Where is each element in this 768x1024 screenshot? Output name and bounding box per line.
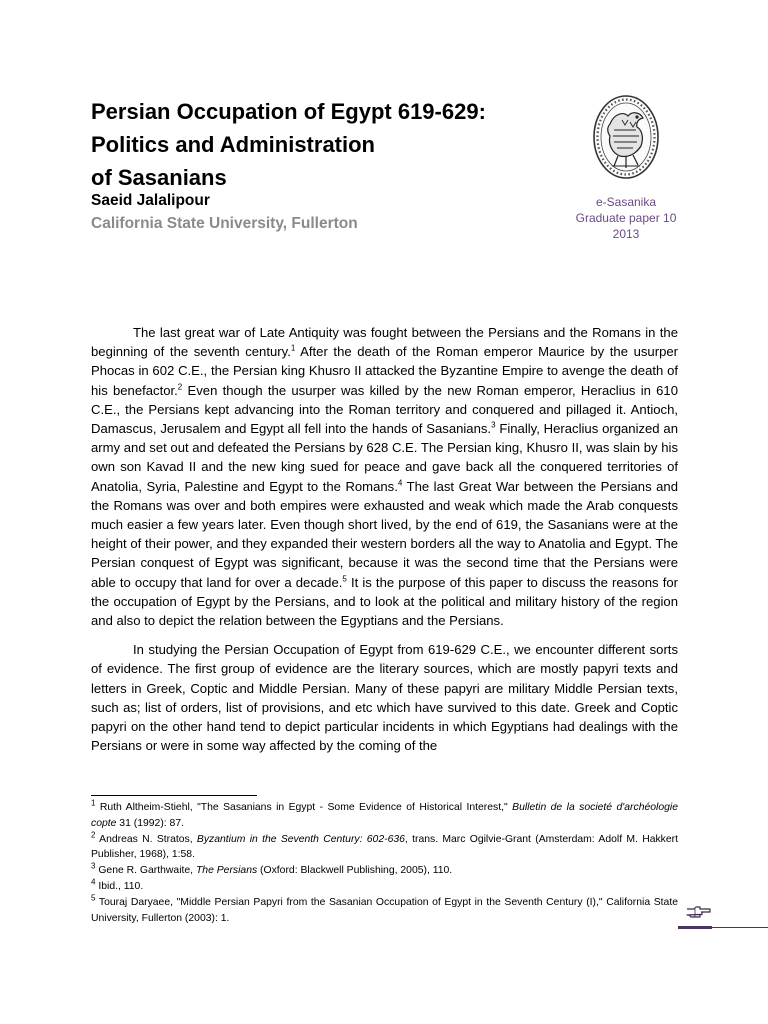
- footnote-text-end: 31 (1992): 87.: [116, 817, 185, 829]
- para1-sentence-6: It is the purpose of this paper to discuss the reasons for the occupation of Egypt by the Persians, and to look at the political and military history of the region and also to depict the relation between the Egyptians and the Persians.: [91, 574, 678, 629]
- author-name: Saeid Jalalipour: [91, 192, 210, 209]
- footnote-italic: The Persians: [195, 865, 258, 877]
- para1-sentence-4: Finally, Heraclius organized an army and set out and defeated the Persians by 628 C.E. The Persian king, Khusro II, was slain by his own son Kavad II and the new king sued for peace and gave back all the conquered territories of Anatolia, Syria, Palestine and Egypt to the Romans.: [91, 421, 678, 494]
- footnote-text: Ruth Altheim-Stiehl, "The Sasanians in Egypt - Some Evidence of Historical Interest,": [95, 802, 513, 813]
- para1-sentence-2: After the death of the Roman emperor Maurice by the usurper Phocas in 602 C.E., the Persian king Khusro II attacked the Byzantine Empire to avenge the death of his benefactor.: [91, 344, 678, 398]
- footnote-ref-4[interactable]: 4: [397, 478, 403, 488]
- footnote-separator: [91, 795, 257, 796]
- footnote-text-end: , trans. Marc Ogilvie-Grant (Amsterdam: Adolf M. Hakkert Publisher, 1968), 1:58.: [91, 833, 679, 861]
- para1-sentence-5: The last Great War between the Persians and the Romans was over and both empires were exhausted and weak which made the Arab conquests much easier a few years later. Even though short lived, by the end of 619, the Sasanians were at the height of their power, and they expanded their western borders all the way to Anatolia and Egypt. The Persian conquest of Egypt was significant, because it was the second time that the Persians were able to occupy that land for over a decade.: [91, 478, 678, 590]
- footnote-text: Gene R. Garthwaite,: [95, 865, 196, 877]
- footnote-number: 5: [91, 893, 96, 903]
- paper-title: [91, 95, 561, 194]
- footnote-number: 2: [91, 830, 96, 840]
- paragraph-1: [91, 323, 678, 630]
- footnote-4: [91, 879, 678, 895]
- footnote-number: 1: [91, 798, 96, 808]
- body-text: [91, 323, 678, 765]
- footnote-ref-5[interactable]: 5: [342, 574, 347, 584]
- footnote-text: Ibid., 110.: [95, 880, 144, 892]
- series-year: 2013: [612, 227, 640, 241]
- footnote-5: [91, 895, 678, 927]
- footnote-text: Touraj Daryaee, "Middle Persian Papyri from the Sasanian Occupation of Egypt in the Seventh Century (I)," California State University, Fullerton (2003): 1.: [91, 896, 678, 924]
- footnote-number: 3: [91, 861, 96, 871]
- para1-sentence-3: Even though the usurper was killed by the new Roman emperor, Heraclius in 610 C.E., the Persians kept advancing into the Roman territory and conquered and pillaged it. Antioch, Damascus, Jerusalem and Egypt all fell into the hands of Sasanians.: [91, 382, 679, 437]
- series-name: e-Sasanika: [595, 195, 657, 209]
- footnote-text: Andreas N. Stratos,: [95, 833, 197, 845]
- footnote-1: [91, 800, 678, 832]
- footnote-ref-2[interactable]: 2: [177, 382, 183, 392]
- sasanian-bird-seal-icon: [592, 94, 660, 180]
- footnote-text-end: (Oxford: Blackwell Publishing, 2005), 110.: [257, 865, 453, 877]
- series-paper-number: Graduate paper 10: [575, 211, 677, 225]
- footer-accent-bar: [678, 926, 712, 929]
- footer-accent-line: [712, 927, 768, 928]
- pointing-hand-icon[interactable]: [686, 905, 712, 919]
- footnotes: [91, 800, 678, 926]
- footnote-3: [91, 863, 678, 879]
- title-line-3: of Sasanians: [91, 165, 227, 190]
- paragraph-2: In studying the Persian Occupation of Egypt from 619-629 C.E., we encounter different sorts of evidence. The first group of evidence are the literary sources, which are mostly papyri texts and letters in Greek, Coptic and Middle Persian. Many of these papyri are military Middle Persian texts, such as; list of orders, list of provisions, and etc which have survived to this date. Greek and Coptic papyri on the other hand tend to depict particular incidents in which Egyptians had dealings with the Persians or were in some way affected by the coming of the: [91, 642, 678, 754]
- footnote-italic: Byzantium in the Seventh Century: 602-636: [196, 833, 405, 845]
- series-info: [570, 194, 682, 242]
- footnote-ref-1[interactable]: 1: [290, 343, 296, 353]
- footnote-ref-3[interactable]: 3: [491, 420, 496, 430]
- title-line-2: Politics and Administration: [91, 132, 375, 157]
- footnote-2: [91, 832, 678, 864]
- footnote-number: 4: [91, 877, 96, 887]
- para1-sentence-1: The last great war of Late Antiquity was fought between the Persians and the Romans in the beginning of the seventh century.: [91, 325, 678, 360]
- title-line-1: Persian Occupation of Egypt 619-629:: [91, 99, 486, 124]
- footnote-italic: Bulletin de la societé d'archéologie copte: [91, 802, 678, 829]
- author-affiliation: California State University, Fullerton: [91, 215, 358, 232]
